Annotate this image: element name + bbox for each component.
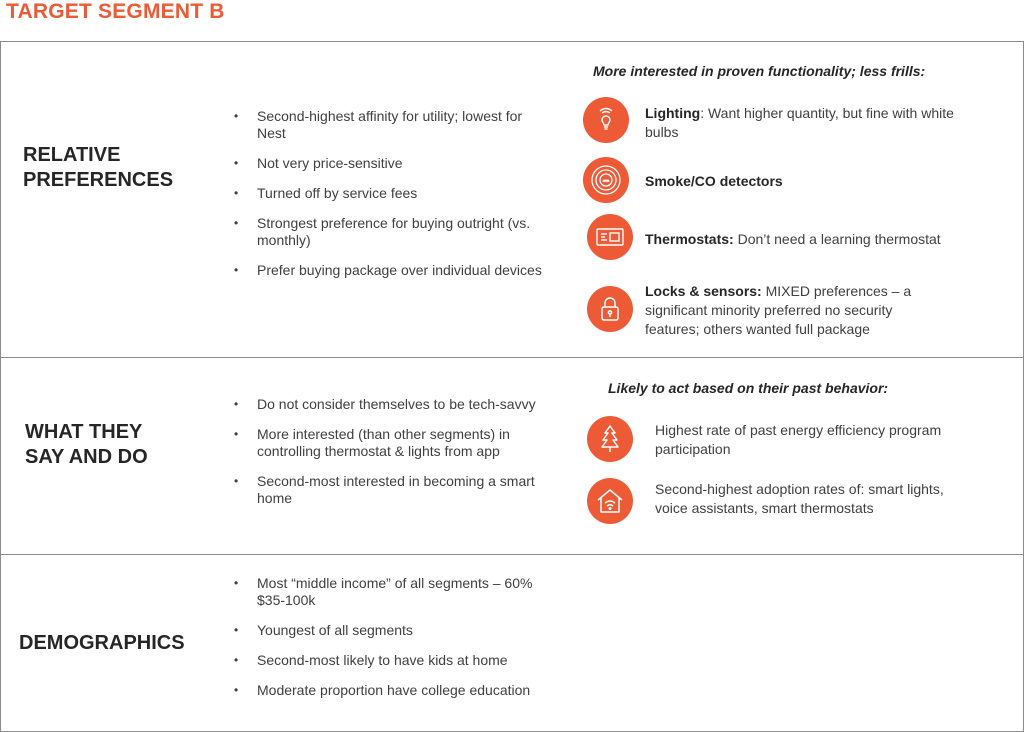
bullet-item: • Prefer buying package over individual devices: [232, 262, 543, 279]
bullet-list: [232, 396, 543, 520]
bullet-item: • Second-most interested in becoming a smart home: [232, 473, 543, 507]
feature-description: Highest rate of past energy efficiency program participation: [655, 422, 942, 457]
feature-text: [645, 230, 985, 249]
feature-text: [655, 421, 945, 459]
page-title: TARGET SEGMENT B: [6, 0, 225, 23]
feature-text: [645, 104, 985, 142]
bullet-item: • Second-highest affinity for utility; lowest for Nest: [232, 108, 543, 142]
section-label: RELATIVE PREFERENCES: [23, 144, 174, 191]
section-subhead: Likely to act based on their past behavior:: [608, 380, 889, 396]
section-subhead: More interested in proven functionality; less frills:: [593, 63, 926, 79]
bullet-item: • Not very price-sensitive: [232, 155, 543, 172]
feature-description: : Want higher quantity, but fine with white bulbs: [645, 105, 954, 140]
bullet-item: • Youngest of all segments: [232, 622, 543, 639]
section-label: DEMOGRAPHICS: [19, 632, 185, 654]
smoke-detector-icon: [583, 157, 629, 203]
tree-icon: [587, 416, 633, 462]
lock-icon: [587, 286, 633, 332]
section-label: WHAT THEY SAY AND DO: [25, 421, 148, 468]
bullet-list: [232, 575, 577, 712]
section-demographics: [0, 555, 1024, 731]
thermostat-icon: [587, 214, 633, 260]
feature-text: [645, 172, 985, 191]
bullet-item: • Moderate proportion have college education: [232, 682, 577, 699]
bullet-item: • More interested (than other segments) in controlling thermostat & lights from app: [232, 426, 543, 460]
feature-text: [645, 282, 945, 339]
bullet-item: • Second-most likely to have kids at home: [232, 652, 543, 669]
bullet-item: • Do not consider themselves to be tech-savvy: [232, 396, 543, 413]
bullet-item: • Turned off by service fees: [232, 185, 543, 202]
lightbulb-icon: [583, 97, 629, 143]
feature-description: Don’t need a learning thermostat: [733, 231, 941, 247]
feature-text: [655, 480, 955, 518]
bullet-item: • Most “middle income” of all segments – 60% $35-100k: [232, 575, 543, 609]
feature-title: Locks & sensors:: [645, 283, 762, 299]
feature-title: Thermostats:: [645, 231, 734, 247]
feature-description: MIXED preferences – a significant minority preferred no security features; others wanted full package: [645, 283, 912, 337]
feature-description: Second-highest adoption rates of: smart lights, voice assistants, smart thermostats: [655, 481, 944, 516]
section-what-they-say-and-do: [0, 358, 1024, 554]
bullet-list: [232, 108, 543, 292]
feature-title: Smoke/CO detectors: [645, 173, 783, 189]
smart-home-icon: [587, 478, 633, 524]
section-relative-preferences: [0, 41, 1024, 357]
feature-title: Lighting: [645, 105, 701, 121]
bullet-item: • Strongest preference for buying outright (vs. monthly): [232, 215, 543, 249]
